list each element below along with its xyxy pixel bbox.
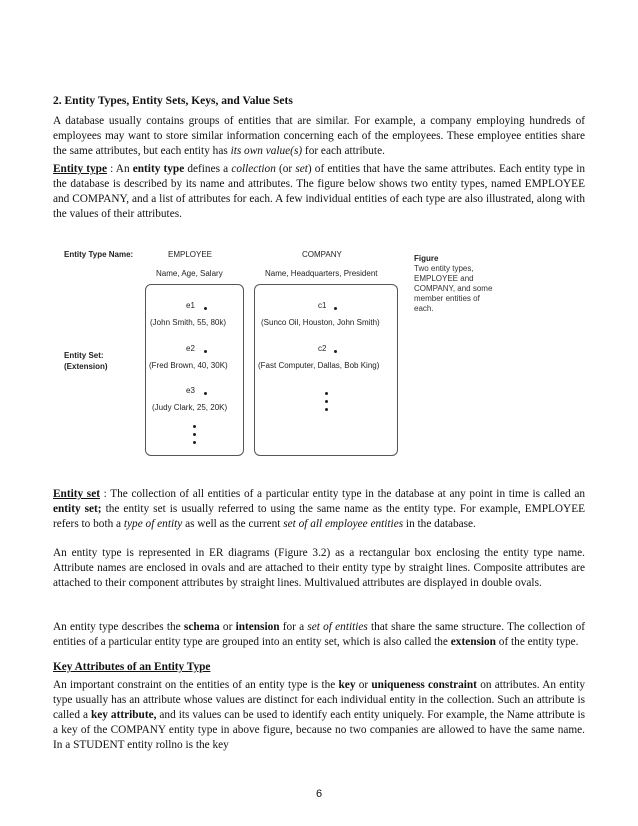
entity-values-e3: (Judy Clark, 25, 20K) (152, 403, 228, 412)
company-entity-set-box (254, 284, 398, 456)
entity-figure (60, 244, 520, 459)
company-type-name: COMPANY (302, 250, 342, 259)
text-italic: its own value(s) (230, 145, 303, 157)
figure-caption-line: member entities of (414, 294, 480, 303)
text-bold: intension (235, 621, 280, 633)
ellipsis-dot (193, 425, 196, 428)
text-bold: key (338, 679, 356, 691)
text: defines a (184, 163, 232, 175)
paragraph-er-diagram: An entity type is represented in ER diagrams (Figure 3.2) as a rectangular box enclosing the entity type name. Attribute names are enclosed in ovals and are attached to their entity type by straight lines. Composite attributes are attached to their component attributes by straight lines. Multivalued attributes are displayed in double ovals. (53, 547, 585, 589)
ellipsis-dot (193, 433, 196, 436)
section-heading: 2. Entity Types, Entity Sets, Keys, and Value Sets (53, 95, 293, 107)
text: : The collection of all entities of a particular entity type in the database at any point in time is called an (99, 488, 585, 500)
text: An important constraint on the entities of an entity type is the (53, 679, 339, 691)
text: A database usually contains groups of entities that are similar. For example, a company employing hundreds of employees may want to store similar information concerning each of the employees. These employee entities share the same attributes, but each entity has (53, 115, 585, 157)
employee-type-name: EMPLOYEE (168, 250, 213, 259)
text: the entity set is usually referred to using the same name as the entity type. For example, EMPLOYEE refers to both a (53, 503, 585, 530)
term-entity-type: Entity type (53, 163, 107, 175)
entity-id-e3: e3 (186, 386, 195, 395)
text-italic: collection (231, 163, 276, 175)
text: as well as the current (182, 518, 284, 530)
figure-caption-line: EMPLOYEE and (414, 274, 474, 283)
text-bold: entity set; (53, 503, 102, 515)
entity-id-c2: c2 (318, 344, 327, 353)
figure-caption (414, 254, 492, 314)
paragraph-entity-type (53, 162, 585, 222)
entity-values-c2: (Fast Computer, Dallas, Bob King) (258, 361, 380, 370)
entity-values-e1: (John Smith, 55, 80k) (150, 318, 227, 327)
entity-id-c1: c1 (318, 301, 327, 310)
paragraph-intro (53, 114, 585, 159)
figure-caption-line: COMPANY, and some (414, 284, 493, 293)
text-bold: entity type (132, 163, 185, 175)
ellipsis-dot (325, 408, 328, 411)
text-italic: type of entity (123, 518, 183, 530)
text: in the database. (403, 518, 476, 530)
extension-label: (Extension) (64, 362, 108, 371)
ellipsis-dot (325, 400, 328, 403)
text: (or (275, 163, 296, 175)
entity-values-e2: (Fred Brown, 40, 30K) (149, 361, 228, 370)
page-number: 6 (315, 788, 323, 800)
figure-caption-title: Figure (414, 254, 439, 263)
term-entity-set: Entity set (53, 488, 100, 500)
text: : An (106, 163, 133, 175)
entity-id-e2: e2 (186, 344, 195, 353)
text: for each attribute. (302, 145, 385, 157)
entity-dot (204, 350, 207, 353)
figure-caption-line: each. (414, 304, 434, 313)
text-bold: uniqueness constraint (371, 679, 477, 691)
text: or (355, 679, 372, 691)
ellipsis-dot (193, 441, 196, 444)
entity-dot (204, 392, 207, 395)
employee-attributes: Name, Age, Salary (156, 269, 223, 278)
text: on attributes. An entity type usually has an attribute whose values are distinct for each individual entity in the collection. Such an attribute is called a (53, 679, 585, 721)
text-italic: set of all employee entities (283, 518, 404, 530)
text: An entity type describes the (53, 621, 184, 633)
text: and its values can be used to identify each entity uniquely. For example, the Name attribute is a key of the COMPANY entity type in above figure, because no two companies are allowed to have the same name. In a STUDENT entity rollno is the key (53, 709, 585, 751)
company-attributes: Name, Headquarters, President (265, 269, 378, 278)
text: for a (279, 621, 308, 633)
entity-dot (334, 307, 337, 310)
entity-type-name-label: Entity Type Name: (64, 250, 134, 259)
entity-dot (334, 350, 337, 353)
text-bold: schema (183, 621, 220, 633)
paragraph-entity-set (53, 487, 585, 532)
entity-set-label: Entity Set: (64, 351, 104, 360)
figure-caption-line: Two entity types, (414, 264, 474, 273)
ellipsis-dot (325, 392, 328, 395)
text: that share the same structure. The collection of entities of a particular entity type are grouped into an entity set, which is also called the (53, 621, 585, 648)
entity-dot (204, 307, 207, 310)
entity-values-c1: (Sunco Oil, Houston, John Smith) (261, 318, 380, 327)
text-italic: set of entities (307, 621, 368, 633)
entity-id-e1: e1 (186, 301, 195, 310)
paragraph-key-attributes (53, 678, 585, 753)
subheading-key-attributes: Key Attributes of an Entity Type (53, 661, 211, 673)
paragraph-schema (53, 620, 585, 650)
text: of the entity type. (495, 636, 579, 648)
text-bold: extension (450, 636, 496, 648)
text: or (219, 621, 236, 633)
text-bold: key attribute, (90, 709, 157, 721)
text-italic: set (295, 163, 308, 175)
employee-entity-set-box (145, 284, 244, 456)
text: ) of entities that have the same attributes. Each entity type in the database is described by its name and attributes. The figure below shows two entity types, named EMPLOYEE and COMPANY, and a list of attributes for each. A few individual entities of each type are also illustrated, along with the values of their attributes. (53, 163, 585, 220)
